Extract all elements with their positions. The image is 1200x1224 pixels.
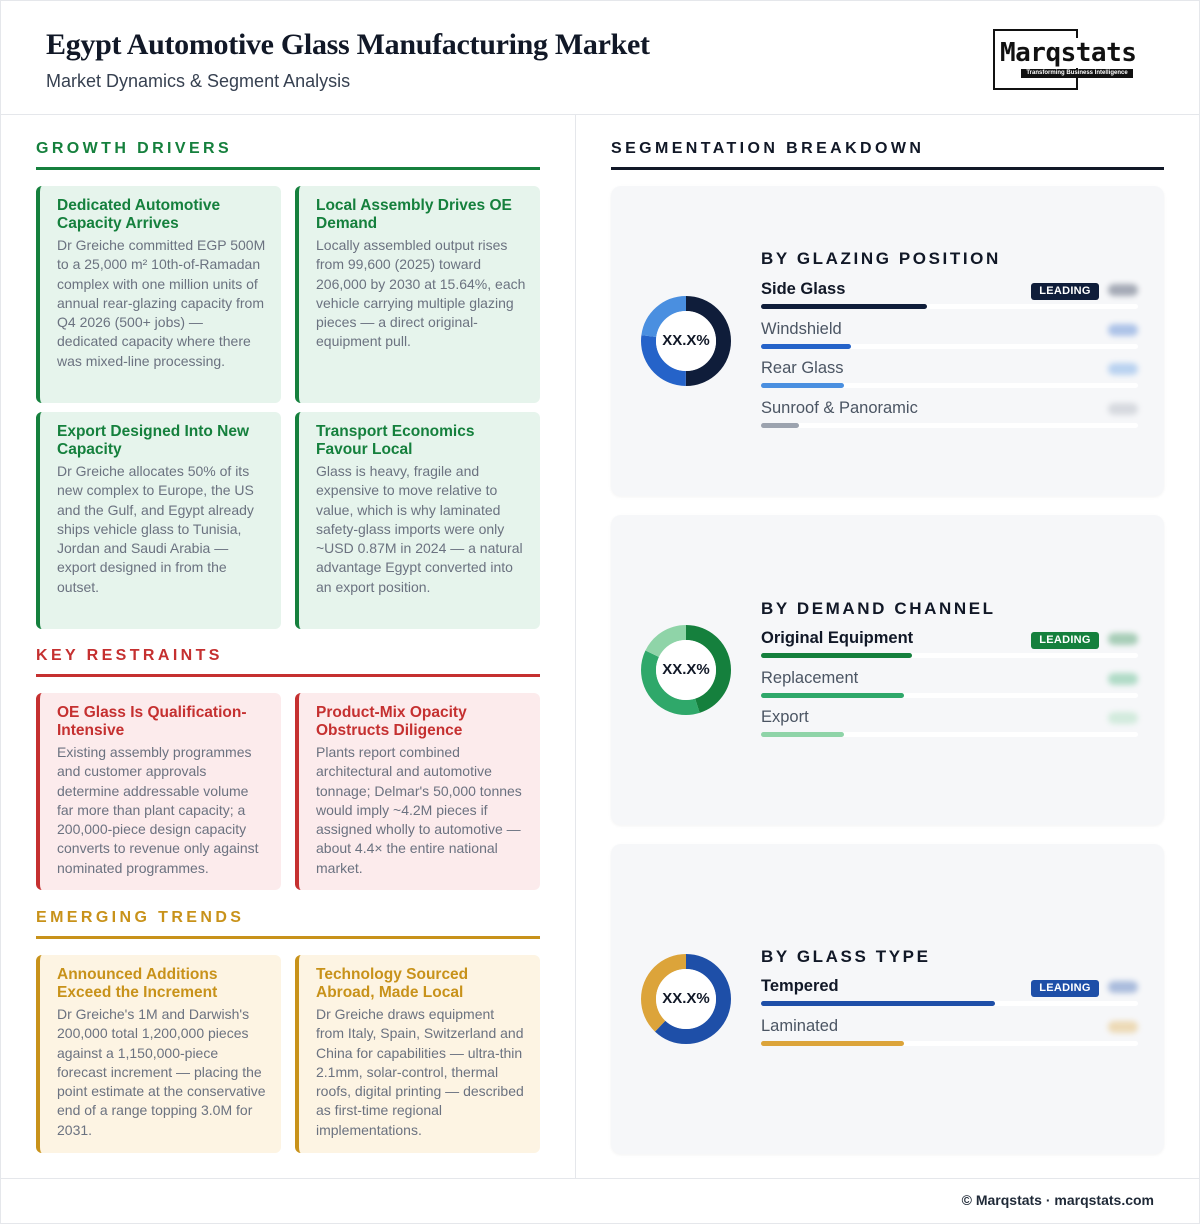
- donut-chart: [641, 954, 731, 1044]
- panel-title: BY DEMAND CHANNEL: [761, 599, 996, 618]
- segment-label: Export: [761, 708, 809, 726]
- growth-card: [36, 186, 281, 403]
- donut-chart: [641, 296, 731, 386]
- growth-card: [295, 412, 540, 629]
- redacted-value: [1108, 633, 1138, 645]
- segment-label: Original Equipment: [761, 629, 914, 647]
- segment-row: [761, 708, 1138, 748]
- card-title: Announced Additions Exceed the Increment: [57, 966, 218, 1001]
- footer-divider: [0, 1178, 1200, 1179]
- card-text: Glass is heavy, fragile and expensive to move relative to value, which is why laminated safety-glass imports were only ~USD 0.87M in 2024 — a natural advantage Egypt converted into an export position.: [316, 463, 523, 595]
- page-subtitle: Market Dynamics & Segment Analysis: [46, 71, 351, 91]
- growth-card: [36, 412, 281, 629]
- section-title-trends: EMERGING TRENDS: [36, 909, 245, 926]
- share-bar-track: [761, 383, 1138, 388]
- segment-row: [761, 399, 1138, 439]
- share-bar-track: [761, 1001, 1138, 1006]
- card-title: Product-Mix Opacity Obstructs Diligence: [316, 704, 467, 739]
- segment-label: Side Glass: [761, 280, 846, 298]
- share-bar-fill: [761, 693, 904, 698]
- card-title: Transport Economics Favour Local: [316, 423, 475, 458]
- redacted-value: [1108, 1021, 1138, 1033]
- donut-chart: [641, 625, 731, 715]
- segment-label: Tempered: [761, 977, 839, 995]
- redacted-value: [1108, 712, 1138, 724]
- card-text: Dr Greiche committed EGP 500M to a 25,000 m² 10th-of-Ramadan complex with one million units of annual rear-glazing capacity from Q4 2026 (500+ jobs) — dedicated capacity where there was mixed-line processing.: [57, 237, 266, 369]
- segment-row: [761, 629, 1138, 669]
- share-bar-track: [761, 732, 1138, 737]
- section-rule-trends: [36, 936, 540, 939]
- card-text: Dr Greiche allocates 50% of its new complex to Europe, the US and the Gulf, and Egypt already ships vehicle glass to Tunisia, Jordan and Saudi Arabia — export designed in from the outset.: [57, 463, 254, 595]
- segment-panel-glazing-position: [611, 186, 1164, 496]
- segment-panel-glass-type: [611, 844, 1164, 1154]
- section-title-restraints: KEY RESTRAINTS: [36, 647, 223, 664]
- segment-row: [761, 1017, 1138, 1057]
- trend-card: [295, 955, 540, 1153]
- share-bar-fill: [761, 304, 927, 309]
- segment-row: [761, 977, 1138, 1017]
- redacted-value: [1108, 363, 1138, 375]
- segmentation-rule: [611, 167, 1164, 170]
- card-text: Plants report combined architectural and automotive tonnage; Delmar's 50,000 tonnes would imply ~4.2M pieces if assigned wholly to automotive — about 4.4× the entire national market.: [316, 744, 522, 876]
- share-bar-track: [761, 344, 1138, 349]
- card-title: Dedicated Automotive Capacity Arrives: [57, 197, 221, 232]
- share-bar-fill: [761, 423, 799, 428]
- redacted-value: [1108, 284, 1138, 296]
- segment-label: Laminated: [761, 1016, 839, 1035]
- share-bar-fill: [761, 1001, 995, 1006]
- card-title: Local Assembly Drives OE Demand: [316, 197, 512, 232]
- segmentation-title: SEGMENTATION BREAKDOWN: [611, 140, 925, 157]
- share-bar-track: [761, 1041, 1138, 1046]
- page-title: Egypt Automotive Glass Manufacturing Market: [46, 28, 650, 61]
- share-bar-fill: [761, 732, 844, 737]
- card-text: Dr Greiche draws equipment from Italy, Spain, Switzerland and China for capabilities — ultra-thin 2.1mm, solar-control, thermal roofs, digital printing — described as first-time regional implementations.: [316, 1006, 524, 1138]
- segment-row: [761, 669, 1138, 709]
- donut-center-label: XX.X%: [662, 990, 710, 1007]
- card-text: Existing assembly programmes and customer approvals determine addressable volume far more than plant capacity; a 200,000-piece design capacity converts to revenue only against nominated programmes.: [57, 744, 259, 876]
- panel-title: BY GLAZING POSITION: [761, 249, 1001, 268]
- redacted-value: [1108, 673, 1138, 685]
- logo-wordmark: Marqstats: [1000, 38, 1140, 68]
- donut-center-label: XX.X%: [662, 332, 710, 349]
- card-text: Dr Greiche's 1M and Darwish's 200,000 total 1,200,000 pieces against a 1,150,000-piece forecast increment — placing the point estimate at the conservative end of a range topping 3.0M for 2031.: [57, 1006, 266, 1138]
- share-bar-track: [761, 423, 1138, 428]
- segment-row: [761, 359, 1138, 399]
- restraint-card: [295, 693, 540, 890]
- leading-badge: LEADING: [1031, 632, 1099, 649]
- share-bar-track: [761, 693, 1138, 698]
- segment-row: [761, 280, 1138, 320]
- growth-card: [295, 186, 540, 403]
- restraint-card: [36, 693, 281, 890]
- segment-label: Replacement: [761, 668, 859, 687]
- redacted-value: [1108, 981, 1138, 993]
- redacted-value: [1108, 324, 1138, 336]
- section-title-growth: GROWTH DRIVERS: [36, 140, 233, 157]
- segment-panel-demand-channel: [611, 515, 1164, 825]
- card-title: OE Glass Is Qualification-Intensive: [57, 704, 247, 739]
- leading-badge: LEADING: [1031, 283, 1099, 300]
- share-bar-fill: [761, 653, 912, 658]
- redacted-value: [1108, 403, 1138, 415]
- segment-label: Rear Glass: [761, 359, 844, 377]
- logo-tagline: Transforming Business Intelligence: [1021, 69, 1133, 78]
- donut-center-label: XX.X%: [662, 661, 710, 678]
- segment-label: Windshield: [761, 319, 842, 338]
- share-bar-fill: [761, 344, 851, 349]
- share-bar-fill: [761, 383, 844, 388]
- panel-title: BY GLASS TYPE: [761, 947, 931, 966]
- card-title: Export Designed Into New Capacity: [57, 423, 250, 458]
- segment-label: Sunroof & Panoramic: [761, 398, 918, 417]
- leading-badge: LEADING: [1031, 980, 1099, 997]
- column-divider: [575, 115, 576, 1178]
- segment-row: [761, 320, 1138, 360]
- share-bar-fill: [761, 1041, 904, 1046]
- section-rule-restraints: [36, 674, 540, 677]
- card-title: Technology Sourced Abroad, Made Local: [316, 966, 469, 1001]
- share-bar-track: [761, 304, 1138, 309]
- card-text: Locally assembled output rises from 99,600 (2025) toward 206,000 by 2030 at 15.64%, each vehicle carrying multiple glazing pieces — a direct original-equipment pull.: [316, 237, 526, 350]
- trend-card: [36, 955, 281, 1153]
- section-rule-growth: [36, 167, 540, 170]
- page-header: [0, 0, 1200, 115]
- share-bar-track: [761, 653, 1138, 658]
- footer-credit: © Marqstats · marqstats.com: [961, 1192, 1154, 1208]
